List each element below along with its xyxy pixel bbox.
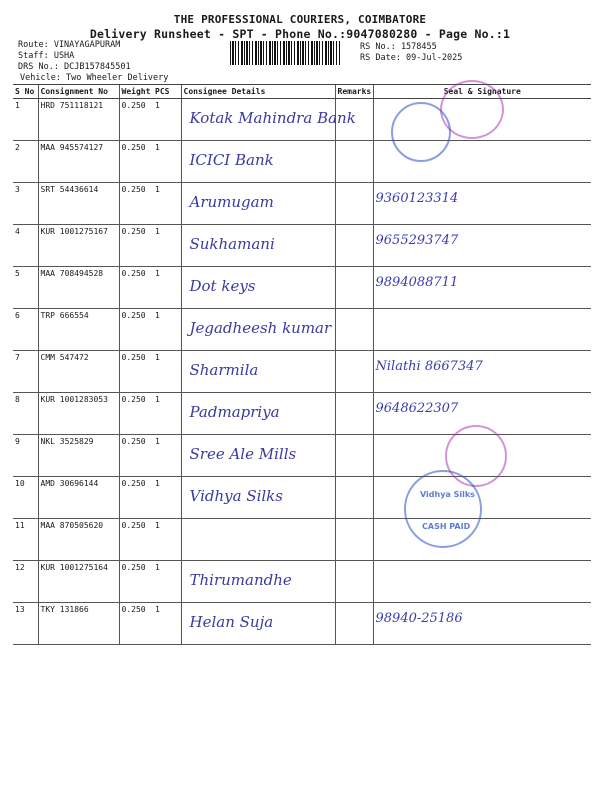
row-remarks: [335, 141, 373, 183]
table-row: [13, 561, 591, 603]
row-signature: [373, 351, 591, 393]
row-pcs: 1: [153, 309, 181, 351]
row-sno: 9: [13, 435, 38, 477]
row-weight: 0.250: [119, 603, 153, 645]
row-consignee: [181, 603, 335, 645]
table-header: [13, 85, 591, 99]
staff: Staff: USHA: [18, 51, 75, 61]
table-row: [13, 141, 591, 183]
row-weight: 0.250: [119, 141, 153, 183]
row-pcs: 1: [153, 141, 181, 183]
row-weight: 0.250: [119, 477, 153, 519]
row-sno: 1: [13, 99, 38, 141]
row-consignment: MAA 708494528: [38, 267, 119, 309]
row-consignee: [181, 183, 335, 225]
vehicle: Vehicle: Two Wheeler Delivery: [20, 73, 169, 83]
table-row: [13, 183, 591, 225]
row-sno: 4: [13, 225, 38, 267]
row-remarks: [335, 225, 373, 267]
row-consignee: [181, 99, 356, 141]
row-consignment: KUR 1001283053: [38, 393, 119, 435]
col-consignee: Consignee Details: [181, 85, 335, 99]
table-row: [13, 351, 591, 393]
drs-number: DRS No.: DCJB157845501: [18, 62, 131, 72]
rs-number: RS No.: 1578455: [360, 42, 437, 52]
row-weight: 0.250: [119, 435, 153, 477]
row-sno: 6: [13, 309, 38, 351]
row-signature: [373, 603, 591, 645]
row-signature: [373, 225, 591, 267]
row-consignee: [181, 561, 335, 603]
company-title: THE PROFESSIONAL COURIERS, COIMBATORE: [173, 13, 427, 26]
row-pcs: 1: [153, 603, 181, 645]
row-consignment: HRD 751118121: [38, 99, 119, 141]
col-pcs: PCS: [153, 85, 181, 99]
consignee-handwriting: Dot keys: [189, 277, 256, 295]
row-remarks: [335, 351, 373, 393]
consignee-handwriting: Padmapriya: [189, 403, 280, 421]
runsheet-subtitle: Delivery Runsheet - SPT - Phone No.:9047080280 - Page No.:1: [89, 27, 511, 41]
row-pcs: 1: [153, 183, 181, 225]
row-weight: 0.250: [119, 267, 153, 309]
col-seal: Seal & Signature: [373, 85, 591, 99]
table-row: [13, 267, 591, 309]
table-row: [13, 477, 591, 519]
row-signature: [373, 561, 591, 603]
signature-handwriting: 9894088711: [375, 275, 459, 290]
row-sno: 7: [13, 351, 38, 393]
barcode: [230, 41, 340, 65]
row-remarks: [335, 477, 373, 519]
consignee-handwriting: Vidhya Silks: [189, 487, 283, 505]
consignee-handwriting: Jegadheesh kumar: [189, 319, 332, 337]
row-weight: 0.250: [119, 309, 153, 351]
signature-handwriting: 9648622307: [375, 401, 459, 416]
col-sno: S No: [13, 85, 38, 99]
stamp-shop-name: Vidhya Silks: [420, 490, 475, 499]
consignee-handwriting: Sree Ale Mills: [189, 445, 297, 463]
row-weight: 0.250: [119, 561, 153, 603]
row-consignment: SRT 54436614: [38, 183, 119, 225]
row-weight: 0.250: [119, 99, 153, 141]
row-consignee: [181, 477, 335, 519]
row-sno: 8: [13, 393, 38, 435]
row-signature: [373, 183, 591, 225]
row-consignee: [181, 309, 335, 351]
signature-handwriting: 9655293747: [375, 233, 459, 248]
row-remarks: [335, 393, 373, 435]
row-pcs: 1: [153, 99, 181, 141]
row-weight: 0.250: [119, 351, 153, 393]
col-weight: Weight: [119, 85, 153, 99]
consignee-handwriting: Helan Suja: [189, 613, 274, 631]
row-remarks: [335, 183, 373, 225]
row-consignment: KUR 1001275167: [38, 225, 119, 267]
row-pcs: 1: [153, 351, 181, 393]
row-pcs: 1: [153, 225, 181, 267]
row-weight: 0.250: [119, 225, 153, 267]
row-remarks: [335, 519, 373, 561]
row-consignment: MAA 945574127: [38, 141, 119, 183]
row-consignee: [181, 435, 335, 477]
row-signature: [373, 519, 591, 561]
consignee-handwriting: Sharmila: [189, 361, 259, 379]
route: Route: VINAYAGAPURAM: [18, 40, 121, 50]
table-row: [13, 603, 591, 645]
row-sno: 11: [13, 519, 38, 561]
row-consignee: [181, 267, 335, 309]
row-sno: 13: [13, 603, 38, 645]
row-sno: 10: [13, 477, 38, 519]
vidhya-silks-stamp: [404, 470, 482, 548]
row-signature: [373, 309, 591, 351]
row-consignment: CMM 547472: [38, 351, 119, 393]
row-signature: [373, 267, 591, 309]
runsheet-table: [13, 84, 591, 645]
signature-handwriting: 98940-25186: [375, 611, 463, 626]
row-pcs: 1: [153, 393, 181, 435]
row-remarks: [335, 309, 373, 351]
consignee-handwriting: ICICI Bank: [189, 151, 274, 169]
stamp-cash-paid: CASH PAID: [422, 522, 471, 531]
table-row: [13, 225, 591, 267]
row-weight: 0.250: [119, 393, 153, 435]
row-consignee: [181, 393, 335, 435]
signature-handwriting: 9360123314: [375, 191, 459, 206]
table-row: [13, 519, 591, 561]
consignee-handwriting: Sukhamani: [189, 235, 275, 253]
rs-date: RS Date: 09-Jul-2025: [360, 53, 463, 63]
row-consignment: TRP 666554: [38, 309, 119, 351]
row-weight: 0.250: [119, 183, 153, 225]
row-consignment: AMD 30696144: [38, 477, 119, 519]
row-consignment: TKY 131866: [38, 603, 119, 645]
row-sno: 3: [13, 183, 38, 225]
row-consignment: NKL 3525829: [38, 435, 119, 477]
row-pcs: 1: [153, 519, 181, 561]
table-row: [13, 99, 591, 141]
table-row: [13, 393, 591, 435]
signature-handwriting: Nilathi 8667347: [375, 359, 483, 374]
row-remarks: [335, 435, 373, 477]
row-consignee: [181, 351, 335, 393]
row-remarks: [335, 603, 373, 645]
row-consignee: [181, 141, 335, 183]
row-pcs: 1: [153, 435, 181, 477]
bank-stamp: [440, 80, 504, 139]
row-consignee: [181, 519, 335, 561]
col-consignment: Consignment No: [38, 85, 119, 99]
row-sno: 5: [13, 267, 38, 309]
consignee-handwriting: Thirumandhe: [189, 571, 292, 589]
row-remarks: [335, 267, 373, 309]
row-pcs: 1: [153, 477, 181, 519]
row-weight: 0.250: [119, 519, 153, 561]
row-consignee: [181, 225, 335, 267]
row-consignment: KUR 1001275164: [38, 561, 119, 603]
row-sno: 2: [13, 141, 38, 183]
row-consignment: MAA 870505620: [38, 519, 119, 561]
row-pcs: 1: [153, 561, 181, 603]
consignee-handwriting: Arumugam: [189, 193, 274, 211]
table-row: [13, 309, 591, 351]
consignee-handwriting: Kotak Mahindra Bank: [189, 109, 356, 127]
col-remarks: Remarks: [335, 85, 373, 99]
row-sno: 12: [13, 561, 38, 603]
row-pcs: 1: [153, 267, 181, 309]
row-remarks: [335, 561, 373, 603]
